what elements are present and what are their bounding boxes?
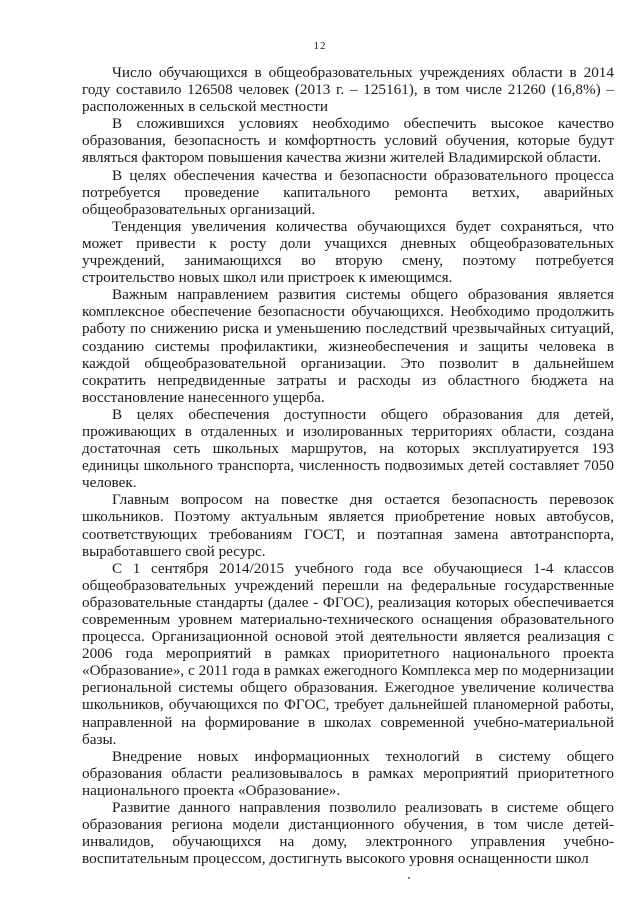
scan-speck xyxy=(408,877,410,879)
paragraph-school-routes: В целях обеспечения доступности общего образования для детей, проживающих в отдаленных и изолированных территориях области, создана достаточная сеть школьных маршрутов, на которых эксплуатируется 193 единицы школьного транспорта, численность подвозимых детей составляет 7050 человек. xyxy=(82,405,614,492)
paragraph-complex-safety: Важным направлением развития системы общего образования является комплексное обеспечение безопасности обучающихся. Необходимо продолжить работу по снижению риска и уменьшению последствий чрезвычайных ситуаций, созданию системы профилактики, жизнеобеспечения и защиты человека в каждой общеобразовательной организации. Это позволит в дальнейшем сократить непредвиденные затраты и расходы из областного бюджета на восстановление нанесенного ущерба. xyxy=(82,286,614,406)
page-number: 12 xyxy=(313,40,327,52)
paragraph-distance-learning: Развитие данного направления позволило реализовать в системе общего образования региона модели дистанционного обучения, в том числе детей-инвалидов, обучающихся на дому, электронного управления учебно-воспитательным процессом, достигнуть высокого уровня оснащенности школ xyxy=(82,799,614,868)
paragraph-fgos: С 1 сентября 2014/2015 учебного года все обучающиеся 1-4 классов общеобразовательных учреждений перешли на федеральные государственные образовательные стандарты (далее - ФГОС), реализация которых обеспечивается современным уровнем материально-технического оснащения образовательного процесса. Организационной основой этой деятельности является реализация с 2006 года мероприятий в рамках приоритетного национального проекта «Образование», с 2011 года в рамках ежегодного Комплекса мер по модернизации региональной системы общего образования. Ежегодное увеличение количества школьников, обучающихся по ФГОС, требует дальнейшей планомерной работы, направленной на формирование в школах современной учебно-материальной базы. xyxy=(82,559,614,748)
paragraph-student-count: Число обучающихся в общеобразовательных учреждениях области в 2014 году составило 126508 человек (2013 г. – 125161), в том числе 21260 (16,8%) – расположенных в сельской местности xyxy=(82,64,614,116)
paragraph-it-implementation: Внедрение новых информационных технологий в систему общего образования области реализовывалось в рамках мероприятий приоритетного национального проекта «Образование». xyxy=(82,747,614,799)
document-body xyxy=(82,64,614,867)
paragraph-capital-repair: В целях обеспечения качества и безопасности образовательного процесса потребуется проведение капитального ремонта ветхих, аварийных общеобразовательных организаций. xyxy=(82,166,614,218)
paragraph-transport-safety: Главным вопросом на повестке дня остается безопасность перевозок школьников. Поэтому актуальным является приобретение новых автобусов, соответствующих требованиям ГОСТ, и поэтапная замена автотранспорта, выработавшего свой ресурс. xyxy=(82,491,614,560)
paragraph-quality-safety: В сложившихся условиях необходимо обеспечить высокое качество образования, безопасность и комфортность условий обучения, которые будут являться фактором повышения качества жизни жителей Владимирской области. xyxy=(82,115,614,167)
paragraph-second-shift: Тенденция увеличения количества обучающихся будет сохраняться, что может привести к росту доли учащихся дневных общеобразовательных учреждений, занимающихся во вторую смену, поэтому потребуется строительство новых школ или пристроек к имеющимся. xyxy=(82,217,614,287)
